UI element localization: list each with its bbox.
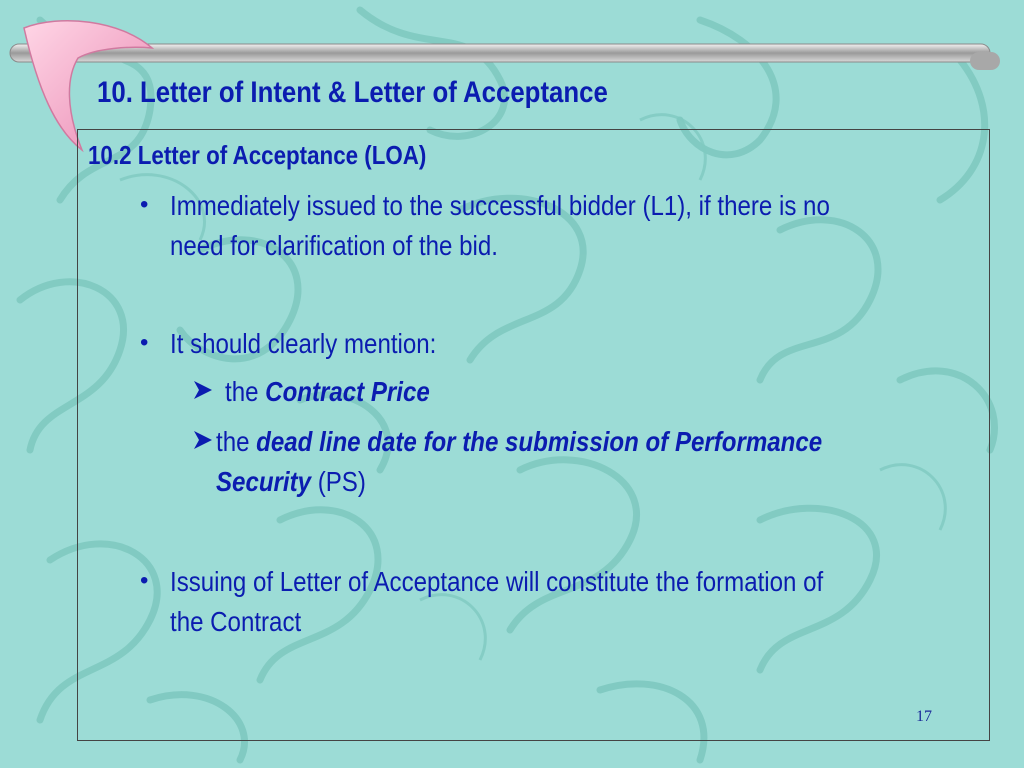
page-number: 17: [916, 708, 932, 725]
arrow-right-icon: [192, 378, 214, 407]
arrow-right-icon: [192, 428, 214, 457]
contract-price-emphasis: Contract Price: [265, 376, 430, 407]
section-heading: 10.2 Letter of Acceptance (LOA): [88, 140, 427, 170]
sub-bullet-2-text: [216, 422, 822, 502]
bullet-dot-icon: •: [140, 329, 149, 356]
deadline-emphasis-line-2: Security: [216, 466, 312, 497]
bullet-dot-icon: •: [140, 567, 149, 594]
bullet-3-line-2: the Contract: [170, 606, 302, 637]
sub-bullet-1-text: [225, 372, 430, 412]
sub-bullet-2-suffix: (PS): [317, 466, 366, 497]
slide-title: 10. Letter of Intent & Letter of Acceptance: [97, 76, 608, 109]
deadline-emphasis-line-1: dead line date for the submission of Performance: [256, 426, 823, 457]
bullet-dot-icon: •: [140, 191, 149, 218]
bullet-2-text: It should clearly mention:: [170, 328, 437, 359]
bullet-1-line-1: Immediately issued to the successful bidder (L1), if there is no: [170, 190, 830, 221]
bullet-3-text: [170, 562, 823, 642]
bullet-3-line-1: Issuing of Letter of Acceptance will constitute the formation of: [170, 566, 824, 597]
sub-bullet-2-prefix: the: [216, 426, 250, 457]
sub-bullet-1-prefix: the: [225, 376, 259, 407]
bullet-1-text: [170, 186, 830, 266]
bullet-1-line-2: need for clarification of the bid.: [170, 230, 498, 261]
